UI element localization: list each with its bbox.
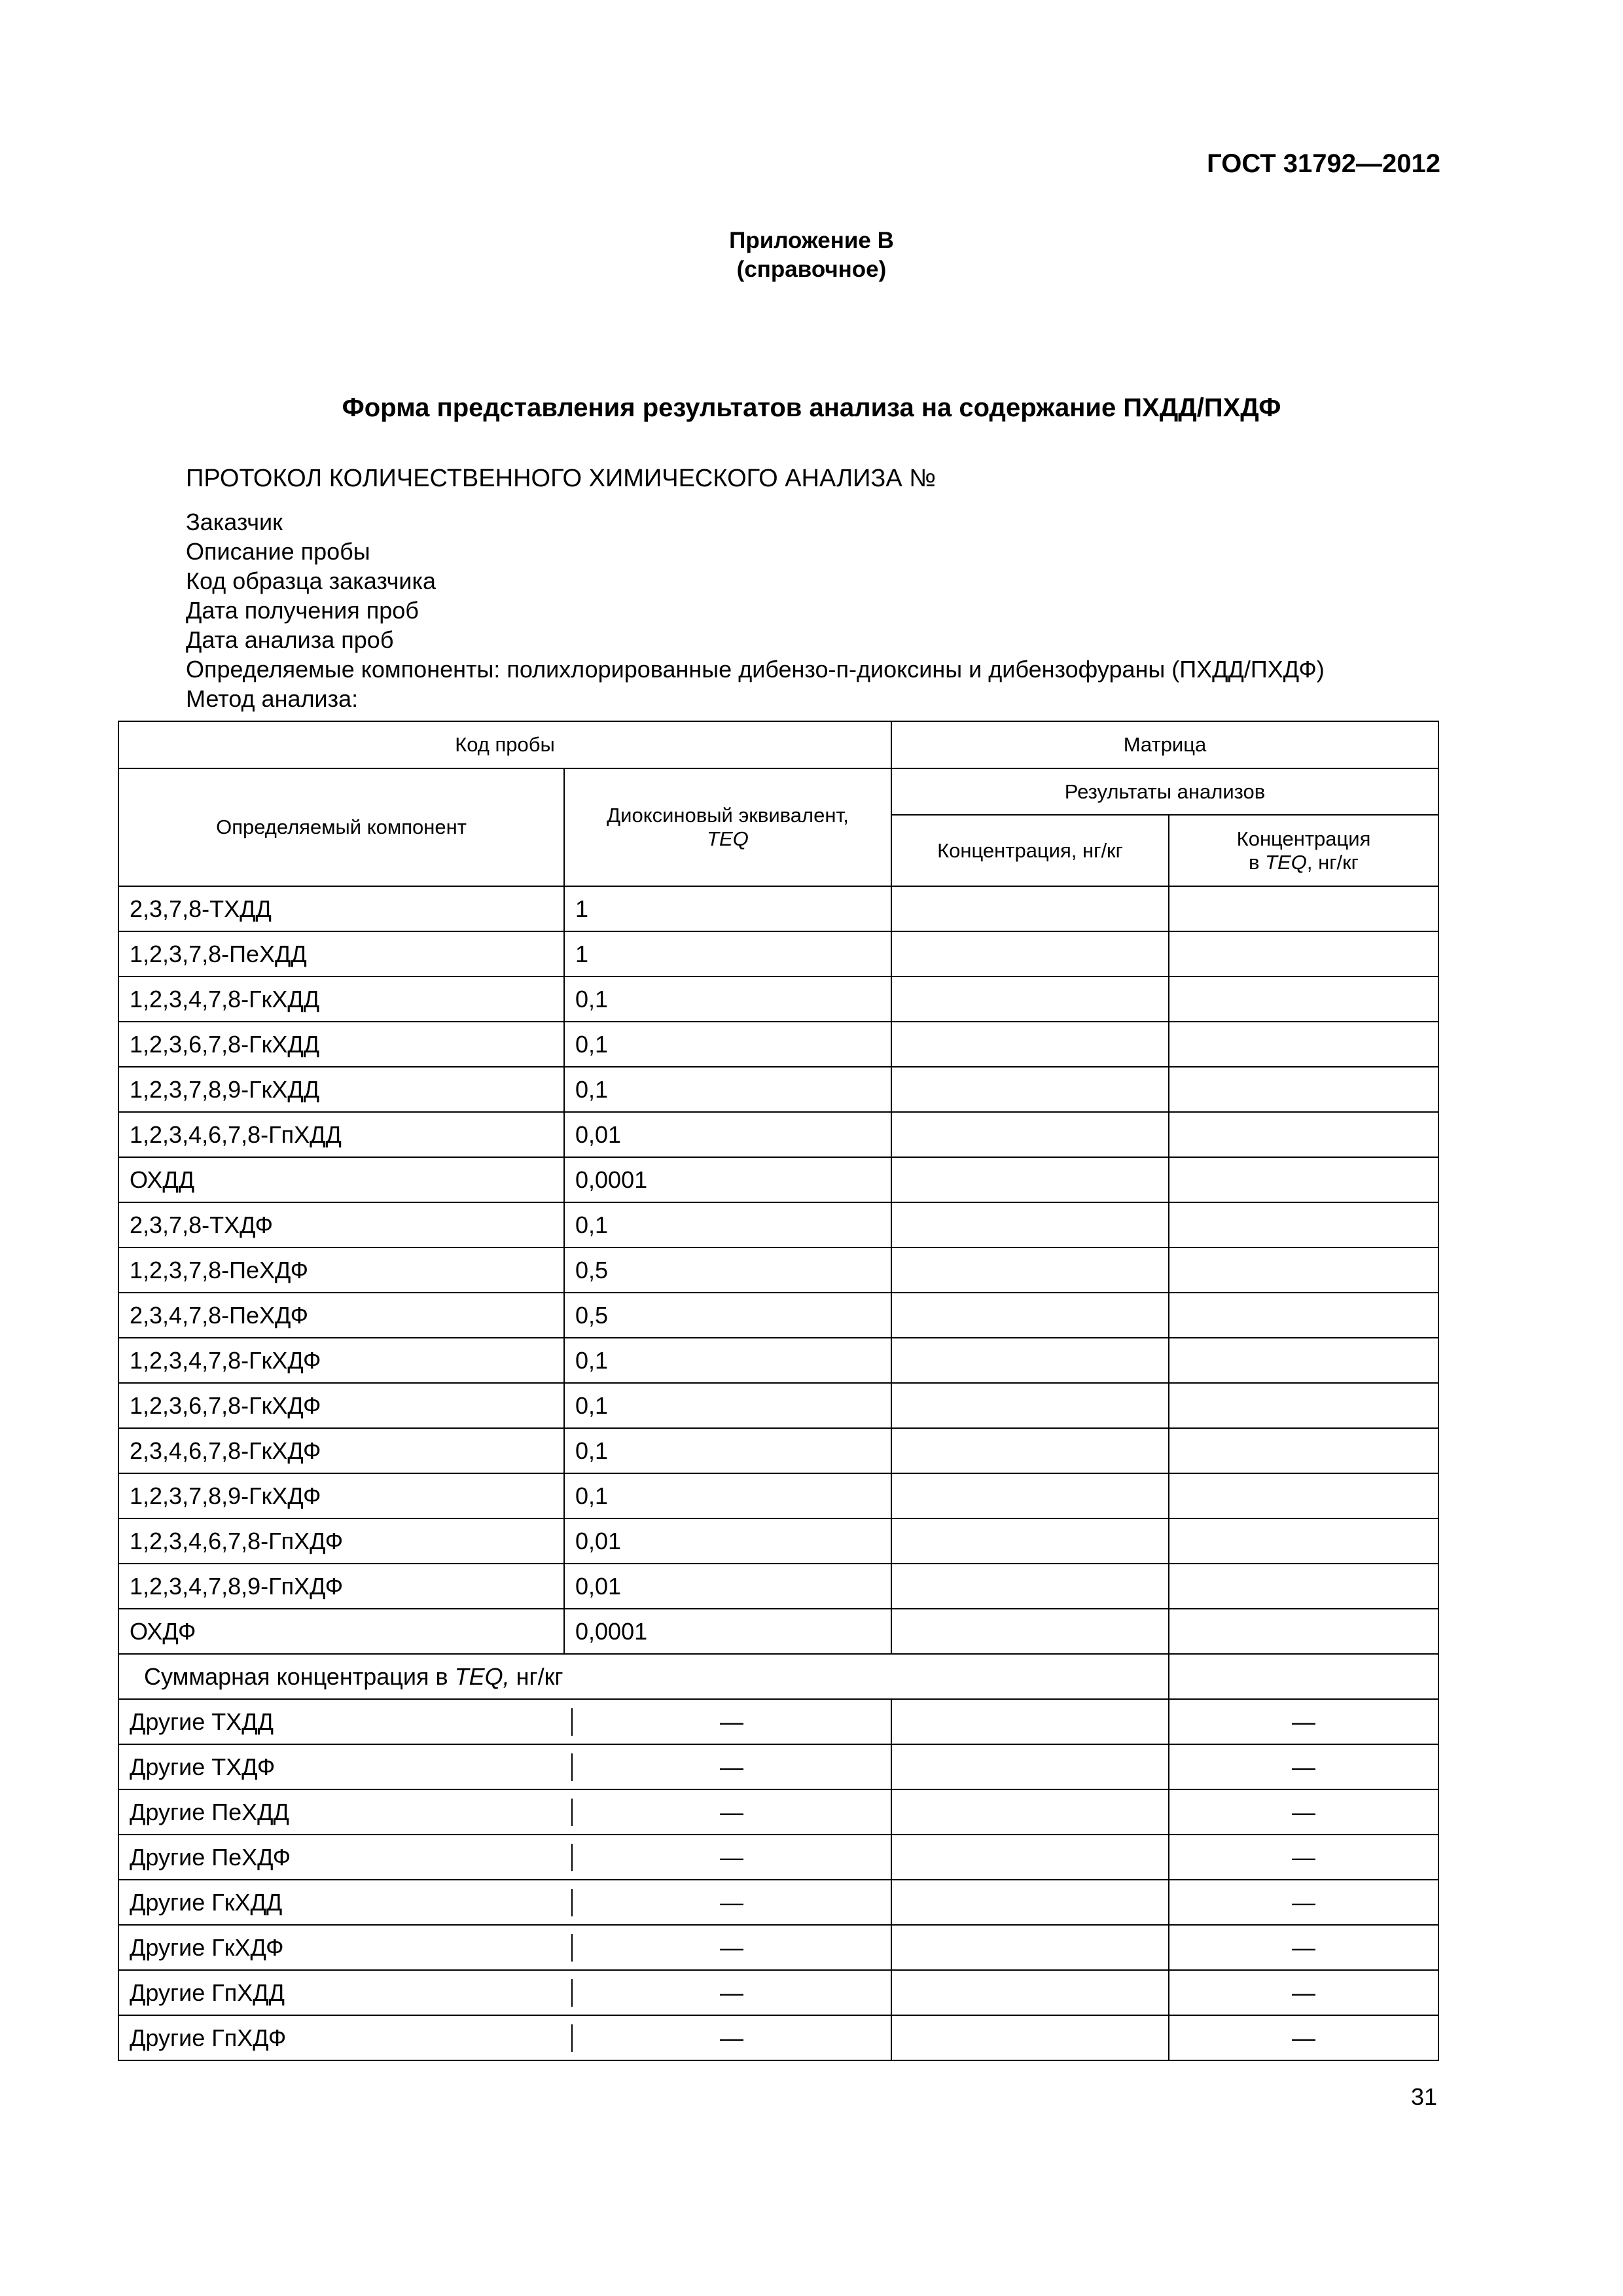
concentration-teq-cell — [1169, 1022, 1438, 1067]
other-row-middle — [891, 1699, 1169, 1744]
other-row-middle — [891, 1744, 1169, 1789]
header-teq-abbr: TEQ — [707, 827, 749, 850]
header-component: Определяемый компонент — [118, 768, 564, 886]
other-row-middle — [891, 1925, 1169, 1970]
table-row — [118, 1518, 1438, 1564]
concentration-teq-cell — [1169, 1473, 1438, 1518]
concentration-teq-cell — [1169, 1383, 1438, 1428]
teq-cell: 0,01 — [564, 1564, 891, 1609]
header-conc-teq-abbr: TEQ — [1265, 850, 1307, 874]
table-row — [118, 1157, 1438, 1202]
component-cell: 1,2,3,4,7,8-ГкХДФ — [118, 1338, 564, 1383]
table-row — [118, 886, 1438, 931]
component-cell: 1,2,3,7,8,9-ГкХДД — [118, 1067, 564, 1112]
header-matrix: Матрица — [891, 721, 1438, 768]
table-row — [118, 1202, 1438, 1247]
other-row-middle — [891, 2015, 1169, 2060]
table-row — [118, 1473, 1438, 1518]
table-row — [118, 1609, 1438, 1654]
concentration-teq-cell — [1169, 1202, 1438, 1247]
teq-cell: 1 — [564, 931, 891, 977]
other-row-left — [118, 1880, 891, 1925]
header-teq — [564, 768, 891, 886]
field-components: Определяемые компоненты: полихлорированные дибензо-п-диоксины и дибензофураны (ПХДД/ПХДФ) — [186, 656, 1325, 683]
other-teq-dash: — — [720, 2024, 743, 2051]
standard-code: ГОСТ 31792—2012 — [1207, 149, 1440, 178]
concentration-teq-cell — [1169, 1247, 1438, 1293]
other-row — [118, 1835, 1438, 1880]
concentration-cell — [891, 1383, 1169, 1428]
other-teq-dash: — — [720, 1753, 743, 1780]
concentration-teq-cell — [1169, 1609, 1438, 1654]
teq-cell: 0,1 — [564, 1428, 891, 1473]
table-row — [118, 931, 1438, 977]
other-component-cell: Другие ТХДД — [119, 1708, 573, 1736]
other-row-left — [118, 1699, 891, 1744]
header-conc-teq-line1: Концентрация — [1236, 827, 1371, 850]
other-row — [118, 1744, 1438, 1789]
component-cell: 2,3,7,8-ТХДФ — [118, 1202, 564, 1247]
teq-cell: 0,5 — [564, 1247, 891, 1293]
component-cell: 1,2,3,7,8-ПеХДФ — [118, 1247, 564, 1293]
teq-cell: 0,1 — [564, 1067, 891, 1112]
header-results: Результаты анализов — [891, 768, 1438, 815]
table-row — [118, 1564, 1438, 1609]
table-row — [118, 1383, 1438, 1428]
field-customer: Заказчик — [186, 509, 283, 535]
table-row — [118, 1293, 1438, 1338]
table-row — [118, 1338, 1438, 1383]
protocol-title: ПРОТОКОЛ КОЛИЧЕСТВЕННОГО ХИМИЧЕСКОГО АНАЛИЗА № — [186, 465, 936, 492]
other-conc-teq-dash: — — [1169, 1970, 1438, 2015]
teq-cell: 1 — [564, 886, 891, 931]
results-table — [118, 721, 1439, 2061]
other-teq-dash: — — [720, 1708, 743, 1735]
field-sample-description: Описание пробы — [186, 538, 370, 565]
header-teq-label: Диоксиновый эквивалент, — [607, 804, 849, 827]
other-row-middle — [891, 1880, 1169, 1925]
other-row — [118, 1699, 1438, 1744]
component-cell: 1,2,3,7,8-ПеХДД — [118, 931, 564, 977]
sum-value-cell — [1169, 1654, 1438, 1699]
teq-cell: 0,1 — [564, 1022, 891, 1067]
component-cell: ОХДД — [118, 1157, 564, 1202]
concentration-cell — [891, 1067, 1169, 1112]
concentration-cell — [891, 1428, 1169, 1473]
concentration-cell — [891, 1338, 1169, 1383]
concentration-teq-cell — [1169, 1518, 1438, 1564]
protocol-fields — [186, 507, 1325, 713]
concentration-cell — [891, 1247, 1169, 1293]
other-row-left — [118, 1970, 891, 2015]
concentration-cell — [891, 1112, 1169, 1157]
other-component-cell: Другие ГпХДД — [119, 1979, 573, 2007]
other-component-cell: Другие ГпХДФ — [119, 2024, 573, 2052]
annex-subtitle: (справочное) — [736, 257, 887, 282]
component-cell: 1,2,3,4,6,7,8-ГпХДФ — [118, 1518, 564, 1564]
teq-cell: 0,0001 — [564, 1157, 891, 1202]
sum-label-abbr: TEQ, — [454, 1662, 510, 1690]
other-conc-teq-dash: — — [1169, 1880, 1438, 1925]
teq-cell: 0,1 — [564, 977, 891, 1022]
component-cell: 1,2,3,4,6,7,8-ГпХДД — [118, 1112, 564, 1157]
other-row — [118, 1880, 1438, 1925]
other-component-cell: Другие ПеХДД — [119, 1799, 573, 1826]
concentration-cell — [891, 977, 1169, 1022]
table-row — [118, 977, 1438, 1022]
teq-cell: 0,1 — [564, 1473, 891, 1518]
other-conc-teq-dash: — — [1169, 2015, 1438, 2060]
component-cell: 2,3,7,8-ТХДД — [118, 886, 564, 931]
header-conc-teq-suffix: , нг/кг — [1306, 850, 1359, 874]
component-cell: 1,2,3,6,7,8-ГкХДФ — [118, 1383, 564, 1428]
teq-cell: 0,1 — [564, 1338, 891, 1383]
field-customer-sample-code: Код образца заказчика — [186, 567, 437, 594]
other-conc-teq-dash: — — [1169, 1925, 1438, 1970]
concentration-cell — [891, 1202, 1169, 1247]
component-cell: 1,2,3,7,8,9-ГкХДФ — [118, 1473, 564, 1518]
other-teq-dash: — — [720, 1933, 743, 1961]
other-row — [118, 1925, 1438, 1970]
annex-title: Приложение В — [729, 228, 894, 253]
teq-cell: 0,1 — [564, 1383, 891, 1428]
teq-cell: 0,5 — [564, 1293, 891, 1338]
table-row — [118, 1022, 1438, 1067]
form-title: Форма представления результатов анализа на содержание ПХДД/ПХДФ — [342, 393, 1281, 422]
other-row-middle — [891, 1789, 1169, 1835]
component-cell: 2,3,4,6,7,8-ГкХДФ — [118, 1428, 564, 1473]
concentration-teq-cell — [1169, 1338, 1438, 1383]
teq-cell: 0,01 — [564, 1112, 891, 1157]
table-row — [118, 1428, 1438, 1473]
other-teq-dash: — — [720, 1843, 743, 1871]
table-row — [118, 1112, 1438, 1157]
other-row-left — [118, 1835, 891, 1880]
concentration-cell — [891, 1293, 1169, 1338]
field-analysis-date: Дата анализа проб — [186, 626, 394, 653]
concentration-teq-cell — [1169, 1157, 1438, 1202]
concentration-teq-cell — [1169, 931, 1438, 977]
other-row-middle — [891, 1970, 1169, 2015]
other-conc-teq-dash: — — [1169, 1835, 1438, 1880]
other-component-cell: Другие ПеХДФ — [119, 1844, 573, 1871]
other-teq-dash: — — [720, 1888, 743, 1916]
component-cell: 1,2,3,6,7,8-ГкХДД — [118, 1022, 564, 1067]
field-method: Метод анализа: — [186, 685, 359, 712]
component-cell: ОХДФ — [118, 1609, 564, 1654]
concentration-cell — [891, 1564, 1169, 1609]
concentration-cell — [891, 1518, 1169, 1564]
other-row-left — [118, 1744, 891, 1789]
other-row — [118, 2015, 1438, 2060]
component-cell: 2,3,4,7,8-ПеХДФ — [118, 1293, 564, 1338]
concentration-cell — [891, 1022, 1169, 1067]
sum-label-suffix: нг/кг — [509, 1662, 563, 1690]
other-component-cell: Другие ТХДФ — [119, 1753, 573, 1781]
annex-heading — [0, 226, 1623, 284]
header-concentration: Концентрация, нг/кг — [891, 815, 1169, 886]
teq-cell: 0,1 — [564, 1202, 891, 1247]
concentration-teq-cell — [1169, 977, 1438, 1022]
table-row — [118, 1067, 1438, 1112]
header-concentration-teq — [1169, 815, 1438, 886]
concentration-teq-cell — [1169, 886, 1438, 931]
teq-cell: 0,01 — [564, 1518, 891, 1564]
concentration-cell — [891, 886, 1169, 931]
other-row-middle — [891, 1835, 1169, 1880]
other-conc-teq-dash: — — [1169, 1744, 1438, 1789]
other-row-left — [118, 2015, 891, 2060]
sum-label — [118, 1654, 1169, 1699]
concentration-cell — [891, 1473, 1169, 1518]
teq-cell: 0,0001 — [564, 1609, 891, 1654]
concentration-teq-cell — [1169, 1564, 1438, 1609]
other-row — [118, 1970, 1438, 2015]
concentration-teq-cell — [1169, 1067, 1438, 1112]
concentration-teq-cell — [1169, 1428, 1438, 1473]
header-conc-teq-prefix: в — [1249, 850, 1260, 874]
other-row — [118, 1789, 1438, 1835]
sum-label-prefix: Суммарная концентрация в — [144, 1662, 455, 1690]
field-sample-received-date: Дата получения проб — [186, 597, 419, 624]
other-row-left — [118, 1789, 891, 1835]
other-conc-teq-dash: — — [1169, 1699, 1438, 1744]
other-component-cell: Другие ГкХДФ — [119, 1934, 573, 1962]
table-row — [118, 1247, 1438, 1293]
concentration-cell — [891, 1157, 1169, 1202]
header-sample-code: Код пробы — [118, 721, 891, 768]
other-teq-dash: — — [720, 1979, 743, 2006]
sum-row — [118, 1654, 1438, 1699]
concentration-cell — [891, 931, 1169, 977]
component-cell: 1,2,3,4,7,8,9-ГпХДФ — [118, 1564, 564, 1609]
concentration-cell — [891, 1609, 1169, 1654]
page-number: 31 — [1410, 2083, 1437, 2110]
component-cell: 1,2,3,4,7,8-ГкХДД — [118, 977, 564, 1022]
concentration-teq-cell — [1169, 1293, 1438, 1338]
other-component-cell: Другие ГкХДД — [119, 1889, 573, 1916]
other-teq-dash: — — [720, 1798, 743, 1825]
other-conc-teq-dash: — — [1169, 1789, 1438, 1835]
other-row-left — [118, 1925, 891, 1970]
concentration-teq-cell — [1169, 1112, 1438, 1157]
